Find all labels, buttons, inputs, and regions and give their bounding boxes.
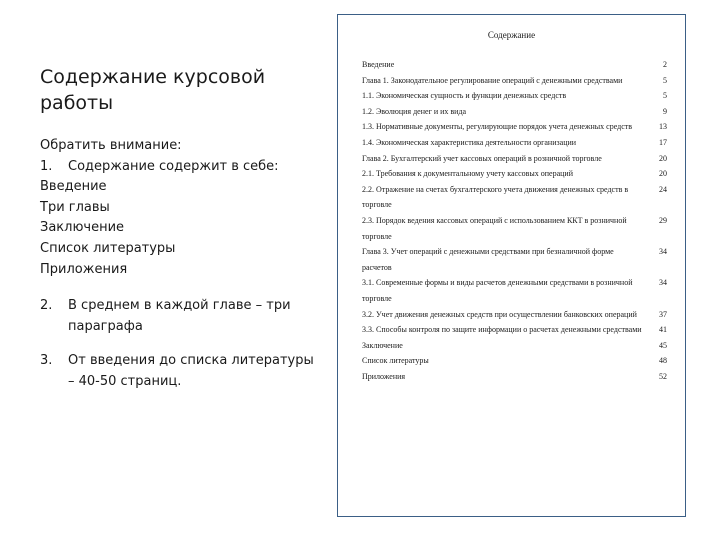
toc-entry-title: 1.2. Эволюция денег и их вида: [362, 106, 467, 116]
toc-entry: [362, 322, 667, 338]
toc-entry-page: 37: [659, 309, 667, 319]
toc-entry-title: 1.3. Нормативные документы, регулирующие порядок учета денежных средств: [362, 122, 633, 132]
toc-entry-title: 3.3. Способы контроля по защите информации о расчетах денежными средствами: [362, 325, 642, 335]
toc-entry-title: Заключение: [362, 340, 403, 350]
note-item-3: [40, 351, 320, 392]
toc-entry-page: 9: [663, 106, 667, 116]
contents-list-item: Приложения: [40, 261, 128, 277]
note-item-number: 3.: [40, 353, 53, 369]
table-of-contents: [362, 57, 667, 384]
toc-entry-title: 1.4. Экономическая характеристика деятельности организации: [362, 137, 577, 147]
toc-entry: [362, 307, 667, 323]
toc-entry-page: 45: [659, 340, 667, 350]
contents-list-item: Список литературы: [40, 240, 176, 256]
attention-label: Обратить внимание:: [40, 138, 182, 153]
note-item-number: 1.: [40, 158, 53, 174]
note-item-2: [40, 296, 320, 337]
toc-entry: [362, 119, 667, 135]
toc-entry-title: 1.1. Экономическая сущность и функции денежных средств: [362, 91, 567, 101]
toc-entry-page: 17: [659, 137, 667, 147]
toc-entry-title: Введение: [362, 60, 395, 69]
toc-entry: [362, 73, 667, 89]
toc-entry-title: Приложения: [362, 371, 406, 381]
toc-entry-page: 24: [659, 184, 667, 194]
toc-entry-title: Глава 1. Законодательное регулирование операций с денежными средствами: [362, 75, 623, 85]
toc-entry-page: 2: [663, 60, 667, 69]
toc-entry-title: Глава 3. Учет операций с денежными средствами при безналичной форме расчетов: [362, 247, 614, 272]
document-page-preview: [337, 14, 686, 517]
contents-list-item: Заключение: [40, 220, 125, 236]
toc-entry-title: 2.2. Отражение на счетах бухгалтерского учета движения денежных средств в торговле: [362, 184, 629, 210]
note-item-1: [40, 157, 320, 178]
toc-entry: [362, 151, 667, 167]
toc-entry: [362, 88, 667, 104]
toc-entry-page: 34: [659, 247, 667, 257]
toc-entry-title: Глава 2. Бухгалтерский учет кассовых операций в розничной торговле: [362, 153, 602, 163]
toc-entry-page: 48: [659, 356, 667, 366]
toc-entry: [362, 57, 667, 73]
toc-entry: [362, 166, 667, 182]
toc-entry: [362, 275, 667, 306]
toc-entry-page: 13: [659, 122, 667, 132]
toc-entry-page: 34: [659, 278, 667, 288]
contents-list-item: Три главы: [40, 199, 110, 215]
toc-entry-page: 52: [659, 371, 667, 381]
note-item-number: 2.: [40, 298, 53, 314]
toc-entry: [362, 353, 667, 369]
toc-entry-page: 5: [663, 91, 667, 101]
toc-entry-title: Список литературы: [362, 356, 429, 366]
toc-entry: [362, 135, 667, 151]
document-heading: Содержание: [487, 30, 536, 40]
toc-entry: [362, 213, 667, 244]
toc-entry-page: 41: [659, 325, 667, 335]
toc-entry: [362, 338, 667, 354]
toc-entry-title: 3.2. Учет движения денежных средств при осуществлении банковских операций: [362, 309, 637, 319]
toc-entry-page: 5: [663, 75, 667, 85]
toc-entry: [362, 182, 667, 213]
note-item-text: От введения до списка литературы – 40-50 страниц.: [68, 353, 314, 389]
toc-entry-page: 20: [659, 153, 667, 163]
contents-list-item: Введение: [40, 179, 107, 195]
slide-title: Содержание курсовой работы: [40, 66, 266, 114]
toc-entry-page: 20: [659, 169, 667, 179]
note-item-text: Содержание содержит в себе:: [68, 158, 279, 174]
note-item-text: В среднем в каждой главе – три параграфа: [68, 298, 291, 334]
toc-entry: [362, 244, 667, 275]
toc-entry-title: 3.1. Современные формы и виды расчетов денежными средствами в розничной торговле: [362, 278, 633, 303]
notes-block: [40, 136, 320, 393]
toc-entry: [362, 369, 667, 385]
toc-entry-page: 29: [659, 215, 667, 225]
toc-entry-title: 2.3. Порядок ведения кассовых операций с использованием ККТ в розничной торговле: [362, 215, 627, 241]
toc-entry: [362, 104, 667, 120]
toc-entry-title: 2.1. Требования к документальному учету кассовых операций: [362, 169, 573, 179]
